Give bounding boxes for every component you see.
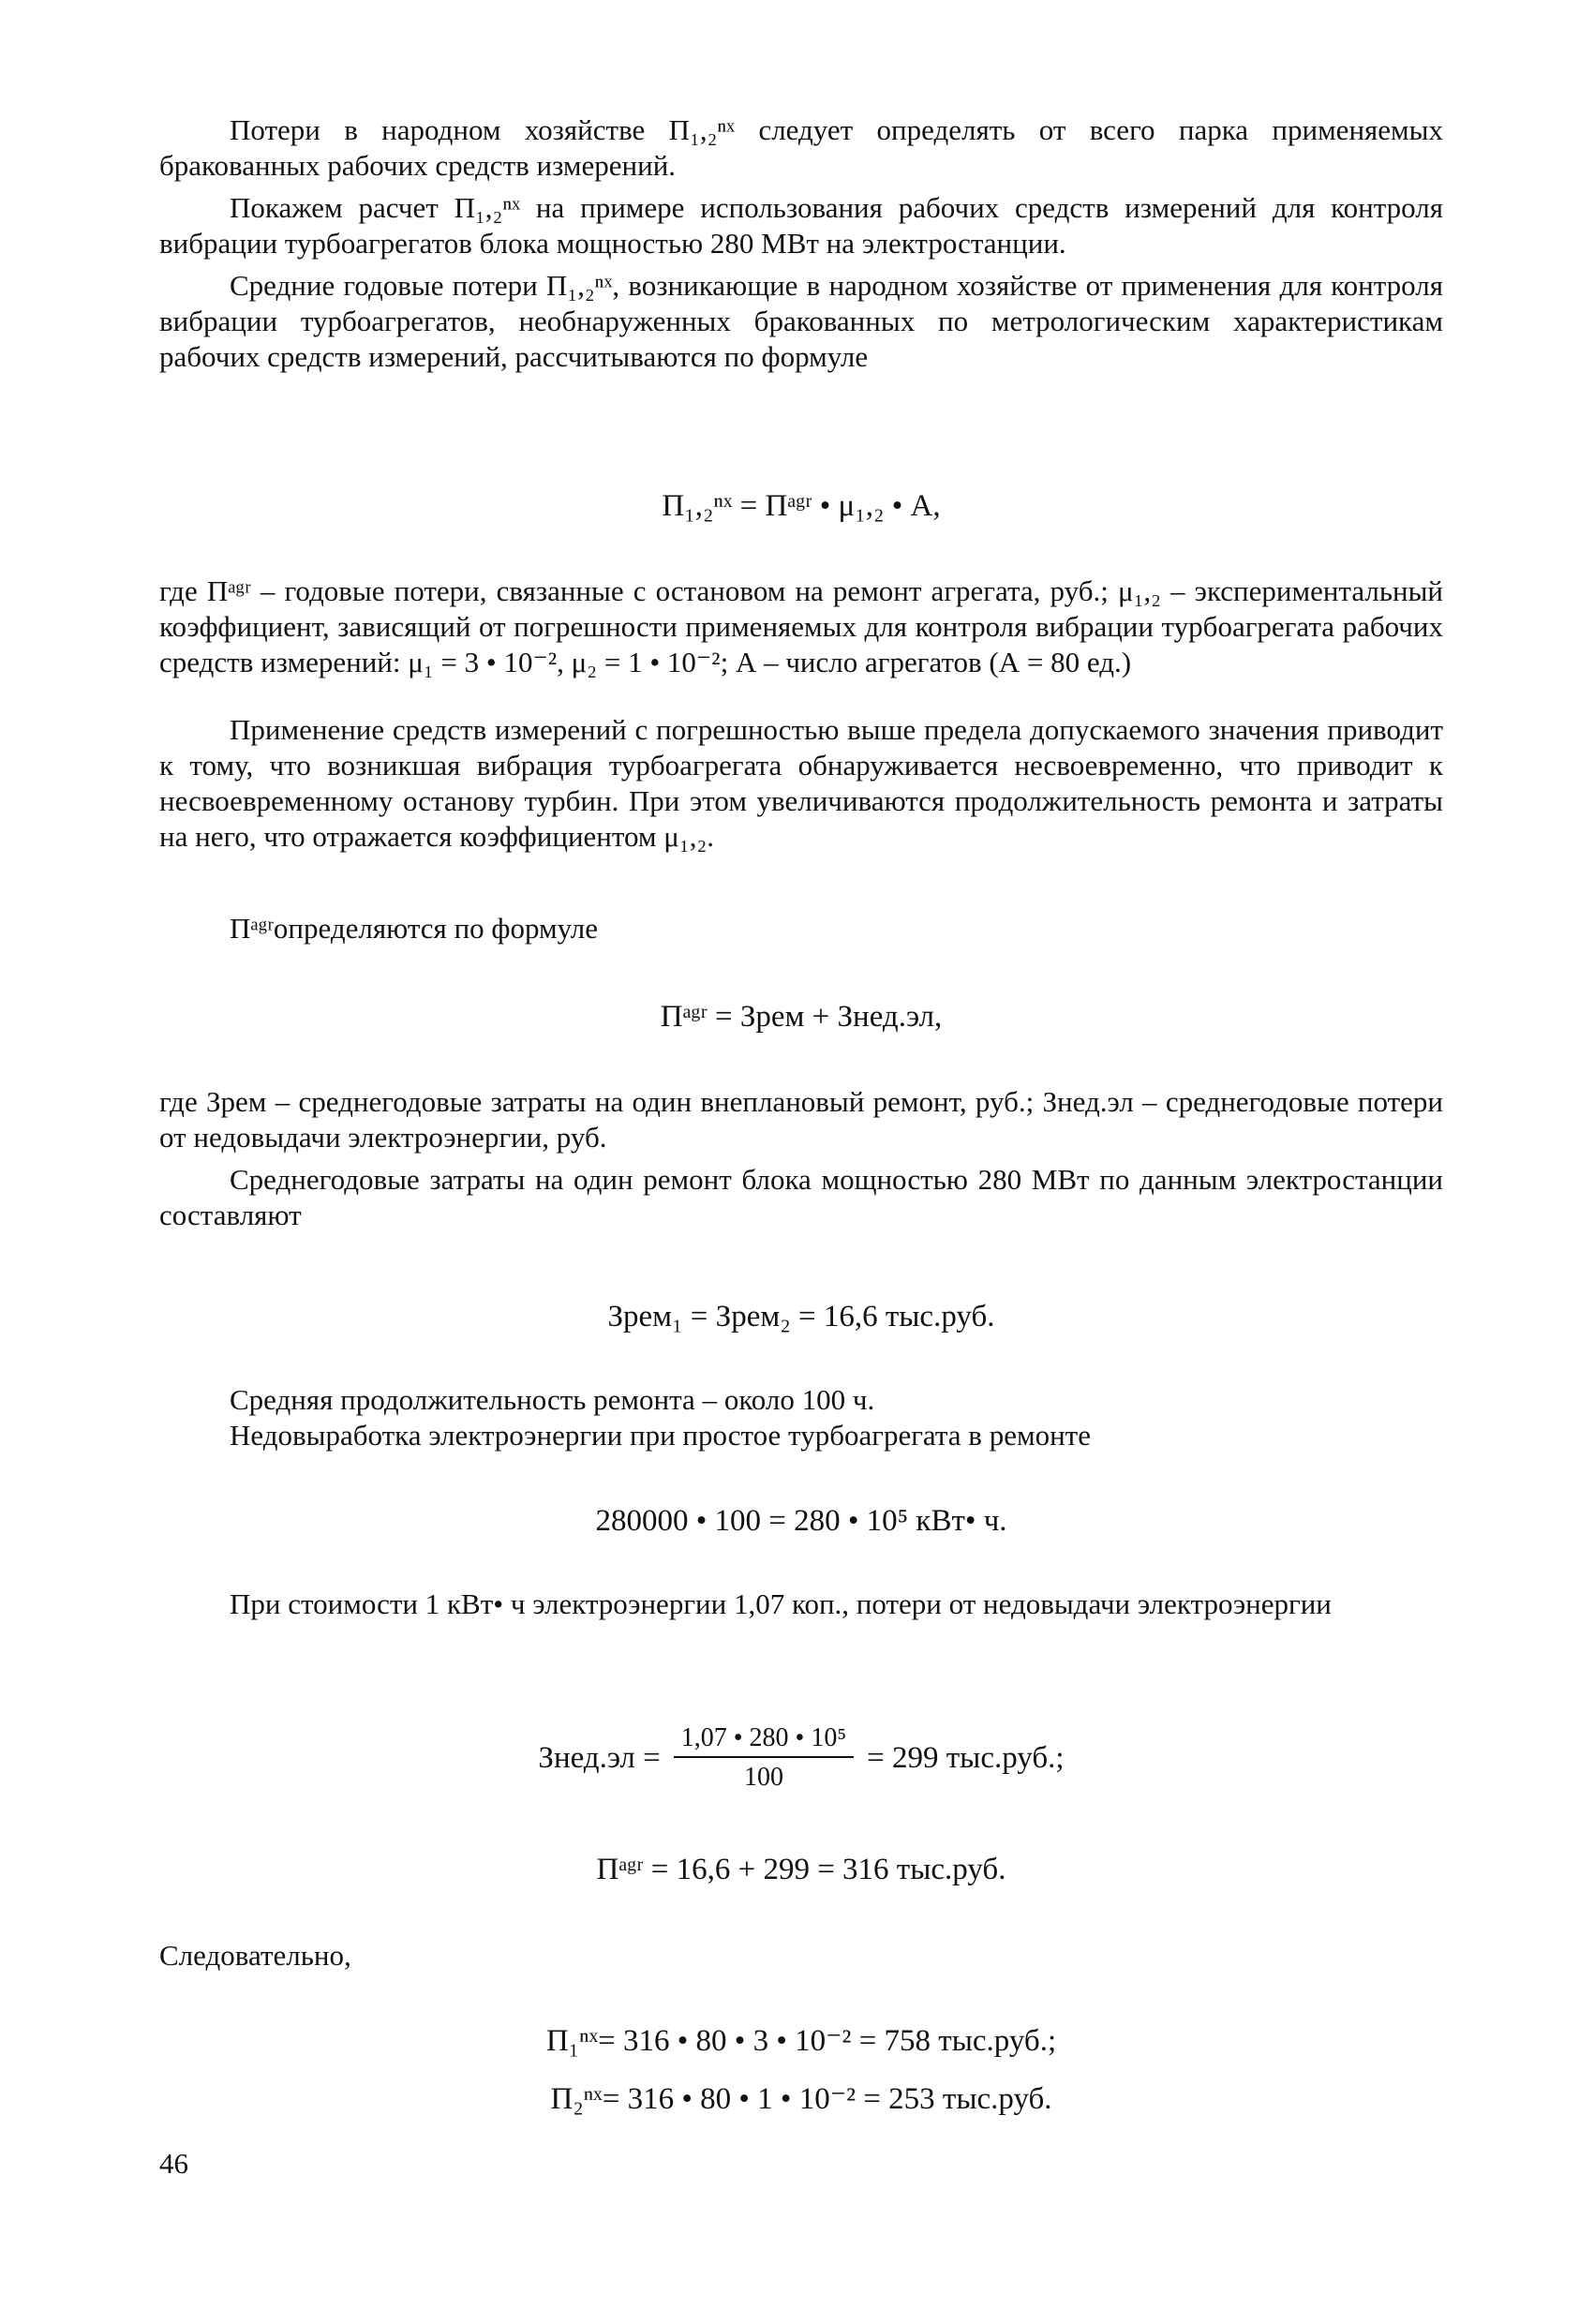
- paragraph-repair-costs: Среднегодовые затраты на один ремонт блока мощностью 280 МВт по данным электростанции составляют: [159, 1163, 1443, 1231]
- paragraph-cost-definitions: где Зрем – среднегодовые затраты на один внеплановый ремонт, руб.; Знед.эл – среднегодовые потери от недовыдачи электроэнергии, руб.: [159, 1085, 1443, 1154]
- energy-losses-fraction: [674, 1722, 854, 1794]
- formula-loss-1: П₁ⁿˣ= 316 • 80 • 3 • 10⁻² = 758 тыс.руб.;: [545, 2024, 1057, 2058]
- formula-losses-main: П₁,₂ⁿˣ = Пᵃᵍʳ • μ₁,₂ • А,: [662, 489, 941, 523]
- page-number: 46: [159, 2147, 188, 2180]
- formula-loss-2: П₂ⁿˣ= 316 • 80 • 1 • 10⁻² = 253 тыс.руб.: [550, 2082, 1052, 2116]
- paragraph-agr-formula-intro: Пᵃᵍʳопределяются по формуле: [230, 912, 599, 945]
- paragraph-definitions: где Пᵃᵍʳ – годовые потери, связанные с остановом на ремонт агрегата, руб.; μ₁,₂ – экспериментальный коэффициент, зависящий от погрешности применяемых для контроля вибрации турбоагрегата рабочих средств измерений: μ₁ = 3 • 10⁻², μ₂ = 1 • 10⁻²; А – число агрегатов (А = 80 ед.): [159, 574, 1443, 678]
- formula-energy-losses: [159, 1722, 1443, 1794]
- fraction-expression: [538, 1722, 1064, 1794]
- formula-repair-cost: Зрем₁ = Зрем₂ = 16,6 тыс.руб.: [607, 1300, 995, 1333]
- paragraph-error-effect: Применение средств измерений с погрешностью выше предела допускаемого значения приводит к тому, что возникшая вибрация турбоагрегата обнаруживается несвоевременно, что приводит к несвоевременному останову турбин. При этом увеличиваются продолжительность ремонта и затраты на него, что отражается коэффициентом μ₁,₂.: [159, 713, 1443, 853]
- paragraph-energy-cost: При стоимости 1 кВт• ч электроэнергии 1,07 коп., потери от недовыдачи электроэнергии: [230, 1587, 1332, 1620]
- formula-agr-total: Пᵃᵍʳ = 16,6 + 299 = 316 тыс.руб.: [596, 1853, 1006, 1886]
- paragraph-losses-intro: Потери в народном хозяйстве П₁,₂ⁿˣ следует определять от всего парка применяемых бракованных рабочих средств измерений.: [159, 113, 1443, 182]
- paragraph-annual-losses: Средние годовые потери П₁,₂ⁿˣ, возникающие в народном хозяйстве от применения для контроля вибрации турбоагрегатов, необнаруженных бракованных по метрологическим характеристикам рабочих средств измерений, рассчитываются по формуле: [159, 269, 1443, 373]
- energy-losses-result: = 299 тыс.руб.;: [867, 1741, 1065, 1775]
- energy-losses-left: Знед.эл =: [538, 1741, 661, 1775]
- energy-losses-numerator: 1,07 • 280 • 10⁵: [674, 1722, 854, 1758]
- paragraph-energy-shortfall: Недовыработка электроэнергии при простое турбоагрегата в ремонте: [230, 1419, 1091, 1452]
- paragraph-repair-duration: Средняя продолжительность ремонта – около 100 ч.: [230, 1383, 875, 1416]
- paragraph-calculation-example: Покажем расчет П₁,₂ⁿˣ на примере использования рабочих средств измерений для контроля вибрации турбоагрегатов блока мощностью 280 МВт на электростанции.: [159, 191, 1443, 260]
- energy-losses-denominator: 100: [743, 1763, 783, 1792]
- formula-energy-shortfall: 280000 • 100 = 280 • 10⁵ кВт• ч.: [595, 1504, 1007, 1538]
- paragraph-therefore: Следовательно,: [159, 1939, 351, 1972]
- formula-agr-losses: Пᵃᵍʳ = Зрем + Знед.эл,: [660, 1000, 943, 1034]
